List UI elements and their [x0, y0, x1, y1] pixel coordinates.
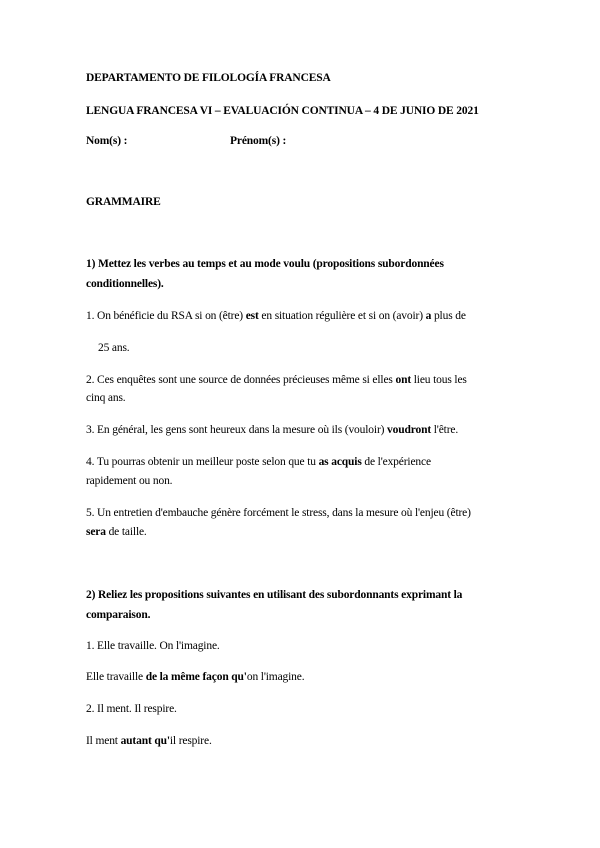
answer: as acquis [318, 456, 362, 468]
item-text: l'être. [431, 424, 459, 436]
exercise2-item-2-prompt: 2. Il ment. Il respire. [86, 703, 177, 715]
name-fields [86, 131, 520, 152]
answer: voudront [387, 424, 432, 436]
exercise1-instruction-line2: conditionnelles). [86, 278, 164, 290]
exercise2-item-1-prompt: 1. Elle travaille. On l'imagine. [86, 640, 220, 652]
exercise1-instruction-line1: 1) Mettez les verbes au temps et au mode voulu (propositions subordonnées [86, 258, 444, 270]
item-text: Il ment [86, 735, 121, 747]
exercise2-item-2-answer [86, 731, 520, 752]
answer: autant qu' [120, 735, 170, 747]
exercise1-item-2-cont: cinq ans. [86, 392, 126, 404]
exercise1-item-5: 5. Un entretien d'embauche génère forcément le stress, dans la mesure où l'enjeu (être) [86, 507, 471, 519]
exercise2-item-1-answer [86, 667, 520, 688]
exercise1-item-4-cont: rapidement ou non. [86, 475, 173, 487]
answer: est [245, 310, 259, 322]
item-text: de taille. [105, 526, 147, 538]
item-text: 3. En général, les gens sont heureux dans la mesure où ils (vouloir) [86, 424, 388, 436]
item-text: plus de [431, 310, 466, 322]
name-label: Nom(s) : [86, 135, 128, 147]
answer: sera [86, 526, 106, 538]
exercise1-item-1 [86, 306, 520, 327]
item-text: 1. On bénéficie du RSA si on (être) [86, 310, 246, 322]
item-text: de l'expérience [361, 456, 431, 468]
firstname-label: Prénom(s) : [230, 135, 287, 147]
exercise1-item-1-cont: 25 ans. [98, 342, 130, 354]
answer: ont [395, 374, 412, 386]
item-text: on l'imagine. [246, 671, 305, 683]
item-text: 2. Ces enquêtes sont une source de données précieuses même si elles [86, 374, 396, 386]
item-text: lieu tous les [411, 374, 467, 386]
exercise1-item-5-cont [86, 522, 520, 543]
section-title: GRAMMAIRE [86, 196, 161, 208]
exercise1-item-3 [86, 420, 520, 441]
item-text: Elle travaille [86, 671, 146, 683]
answer: a [425, 310, 432, 322]
department-title: DEPARTAMENTO DE FILOLOGÍA FRANCESA [86, 72, 331, 84]
item-text: 4. Tu pourras obtenir un meilleur poste selon que tu [86, 456, 319, 468]
item-text: il respire. [169, 735, 212, 747]
exercise2-instruction-line2: comparaison. [86, 609, 151, 621]
exercise2-instruction-line1: 2) Reliez les propositions suivantes en utilisant des subordonnants exprimant la [86, 589, 463, 601]
answer: de la même façon qu' [145, 671, 247, 683]
exercise1-item-4 [86, 452, 520, 473]
exam-title: LENGUA FRANCESA VI – EVALUACIÓN CONTINUA – 4 DE JUNIO DE 2021 [86, 105, 479, 117]
item-text: en situation régulière et si on (avoir) [258, 310, 426, 322]
